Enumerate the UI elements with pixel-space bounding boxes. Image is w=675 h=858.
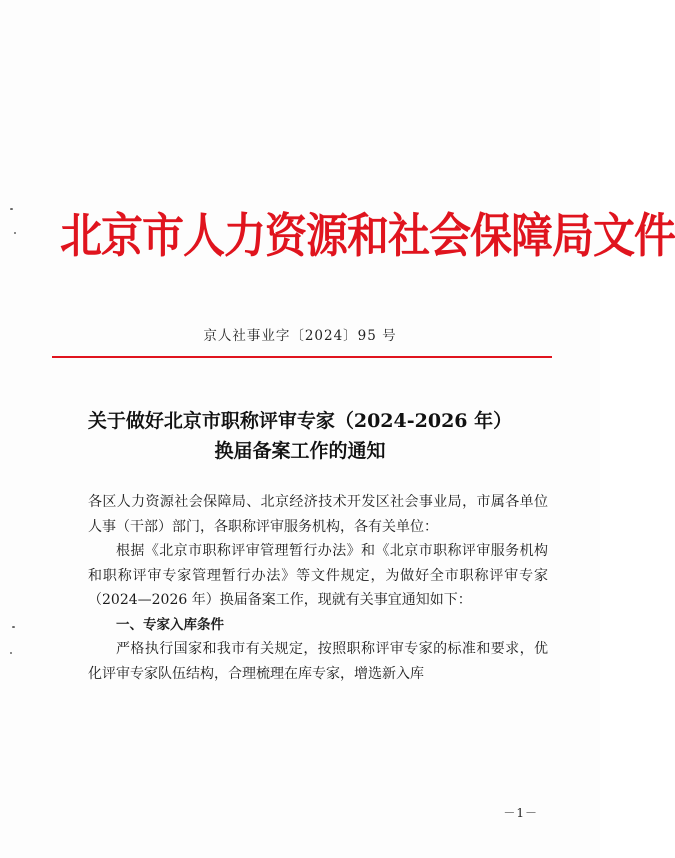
section-heading: 一、专家入库条件 [116,616,224,633]
scan-speck [12,626,15,628]
addressee-paragraph: 各区人力资源社会保障局、北京经济技术开发区社会事业局，市属各单位人事（干部）部门，各职称评审服务机构，各有关单位： [88,494,548,535]
scan-speck [10,652,12,654]
scan-speck [14,232,16,234]
notice-title [40,406,560,466]
title-line-1: 关于做好北京市职称评审专家（2024-2026 年） [87,410,513,432]
title-line-2: 换届备案工作的通知 [214,440,386,462]
page-number: －1－ [503,806,538,820]
intro-paragraph: 根据《北京市职称评审管理暂行办法》和《北京市职称评审服务机构和职称评审专家管理暂行办法》等文件规定，为做好全市职称评审专家（2024—2026 年）换届备案工作，现就有关事宜通知如下： [88,543,548,608]
red-divider-line [52,356,552,358]
issuer-heading: 北京市人力资源和社会保障局文件 [60,208,675,264]
section-paragraph: 严格执行国家和我市有关规定，按照职称评审专家的标准和要求，优化评审专家队伍结构，合理梳理在库专家，增选新入库 [88,641,548,682]
notice-body [88,490,548,686]
document-number: 京人社事业字〔2024〕95 号 [203,328,397,344]
scan-speck [10,208,13,210]
